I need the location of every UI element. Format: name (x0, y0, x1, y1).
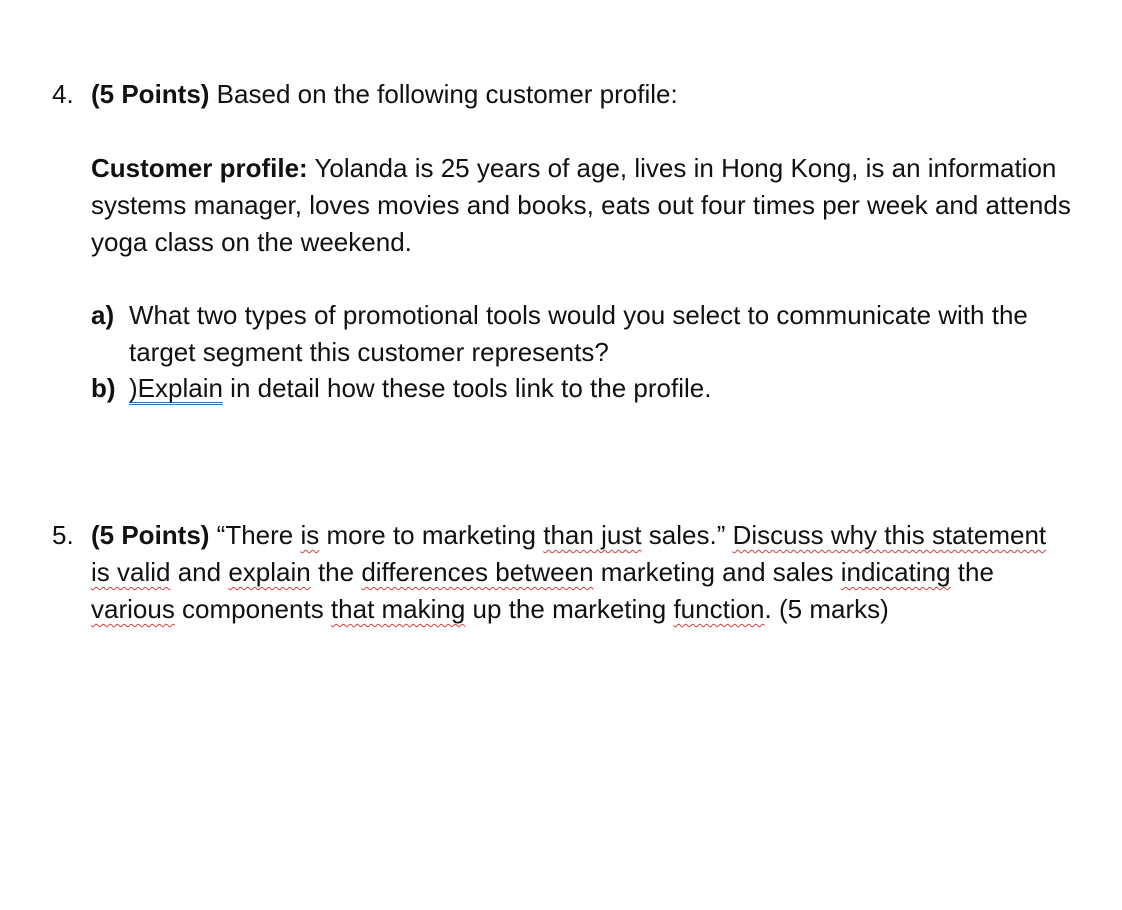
flagged-word: is valid (91, 557, 171, 587)
question-4b-label: b) (91, 373, 116, 403)
question-4b-text (129, 370, 1081, 407)
flagged-word: various (91, 594, 175, 624)
flagged-word: function (673, 594, 765, 624)
flagged-word: Discuss why this statement (732, 520, 1047, 550)
question-4a (91, 297, 1081, 371)
q5-text-part: sales.” (641, 520, 733, 550)
flagged-word: that making (330, 594, 466, 624)
q5-text-part: the (950, 557, 994, 587)
question-5-points: (5 Points) (91, 520, 210, 550)
question-4-points: (5 Points) (91, 79, 210, 109)
q5-text-part: . (5 marks) (764, 594, 889, 624)
question-4-number: 4. (52, 79, 74, 109)
question-5-number: 5. (52, 520, 74, 550)
q5-text-part: more to marketing (319, 520, 544, 550)
question-4b-rest: in detail how these tools link to the profile. (222, 373, 712, 403)
flagged-word: explain (228, 557, 311, 587)
customer-profile-text: Yolanda is 25 years of age, lives in Hong Kong, is an information systems manager, loves movies and books, eats out four times per week and attends yoga class on the weekend. (91, 153, 1071, 257)
customer-profile-paragraph (91, 150, 1081, 261)
customer-profile-label: Customer profile: (91, 153, 308, 183)
q5-text-part: up the marketing (465, 594, 674, 624)
flagged-word: than just (543, 520, 642, 550)
q5-text-part: “There (209, 520, 301, 550)
question-4-heading (91, 76, 1081, 113)
flagged-word: is (300, 520, 320, 550)
question-4b (91, 370, 1081, 407)
question-5-text (91, 517, 1051, 628)
question-4a-label: a) (91, 300, 115, 330)
flagged-word-explain: )Explain (129, 373, 223, 403)
q5-text-part: marketing and sales (593, 557, 841, 587)
flagged-word: indicating (840, 557, 951, 587)
q5-text-part: components (174, 594, 331, 624)
question-4a-text: What two types of promotional tools would you select to communicate with the target segment this customer represents? (129, 300, 1028, 367)
q5-text-part: the (310, 557, 362, 587)
question-4-intro: Based on the following customer profile: (209, 79, 678, 109)
q5-text-part: and (170, 557, 229, 587)
flagged-word: differences between (361, 557, 594, 587)
